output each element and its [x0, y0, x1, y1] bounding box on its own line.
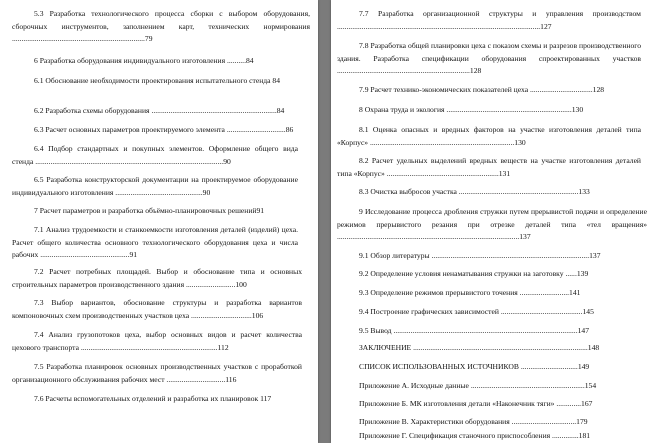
toc-entry-page: 84 [272, 76, 280, 85]
toc-entry-page: 116 [225, 374, 237, 384]
toc-entry[interactable] [359, 287, 641, 300]
toc-entry-dots: ............................................... [38, 250, 130, 259]
toc-entry-text: 9.2 Определение условия ненаматывания стружки на заготовку [359, 269, 564, 278]
toc-entry-page: 154 [584, 381, 597, 390]
toc-entry-dots: .................................. [509, 417, 577, 426]
toc-entry-text: 9 Исследование процесса дробления стружки путем прерывистой подачи и определение режимов прерывистого резания при отрезке деталей типа «тел вращения» [337, 207, 647, 229]
toc-entry-dots: ................................. [528, 85, 593, 94]
toc-entry-page: 133 [578, 187, 590, 196]
toc-entry-text: 7.6 Расчеты вспомогательных отделений и разработка их планировок [34, 394, 259, 403]
toc-entry[interactable] [12, 266, 302, 291]
toc-entry-dots: ................................................................................... [429, 251, 590, 260]
toc-entry[interactable] [337, 206, 647, 244]
toc-entry-text: 7.1 Анализ трудоемкости и станкоемкости изготовления деталей (изделий) цеха. Расчет общего количества основного технологического оборудования цеха и числа рабочих [12, 225, 298, 259]
toc-entry-text: 9.5 Вывод [359, 326, 392, 335]
toc-entry-page: 106 [251, 310, 264, 320]
toc-entry[interactable] [359, 186, 641, 199]
toc-entry[interactable] [12, 393, 302, 406]
toc-entry-page: 130 [514, 137, 526, 147]
toc-entry[interactable] [359, 430, 641, 443]
document-page-left [0, 0, 318, 443]
toc-entry-page: 141 [569, 288, 581, 297]
toc-entry-dots: ................................................................................................ [337, 232, 520, 241]
toc-entry-page: 79 [144, 34, 153, 43]
toc-entry-page: 148 [587, 343, 600, 352]
toc-entry-dots: ........................................................................................................... [337, 21, 541, 31]
toc-entry-page: 181 [578, 431, 591, 440]
toc-entry-text: 7.4 Анализ грузопотоков цеха, выбор основных видов и расчет количества цехового транспорта [12, 330, 302, 352]
toc-entry-text: Приложение В. Характеристики оборудования [359, 417, 510, 426]
toc-entry-text: 6.4 Подбор стандартных и покупных элементов. Оформление общего вида стенда [12, 144, 298, 166]
toc-entry-text: 8 Охрана труда и экология [359, 105, 445, 114]
toc-entry[interactable] [359, 268, 641, 281]
toc-entry[interactable] [12, 143, 298, 168]
toc-entry-dots: .................................................................. [149, 106, 277, 115]
toc-entry-dots: ........................................................... [384, 168, 499, 178]
toc-entry-dots: ............................... [224, 125, 286, 134]
toc-entry-page: 137 [519, 232, 531, 241]
toc-entry-page: 117 [260, 394, 272, 403]
toc-entry[interactable] [34, 105, 298, 118]
toc-entry[interactable] [359, 84, 641, 97]
toc-entry[interactable] [12, 8, 310, 46]
toc-entry[interactable] [337, 124, 641, 149]
toc-entry-dots: ............................... [164, 374, 226, 384]
toc-entry-page: 84 [245, 56, 254, 65]
toc-entry-text: 6 Разработка оборудования индивидуального изготовления [34, 56, 226, 65]
toc-entry[interactable] [337, 40, 641, 78]
toc-entry-dots: ................................................................................................... [33, 156, 224, 166]
toc-entry-page: 128 [592, 85, 605, 94]
toc-entry-text: 9.4 Построение графических зависимостей [359, 307, 499, 316]
toc-entry-dots: .......... [225, 56, 246, 65]
toc-entry-page: 86 [285, 125, 294, 134]
toc-entry[interactable] [359, 398, 641, 411]
toc-entry-text: 7.2 Расчет потребных площадей. Выбор и обоснование типа и основных строительных параметров производственного здания [12, 267, 302, 289]
toc-entry-page: 128 [469, 66, 482, 75]
toc-entry-dots: ...................................................................... [337, 66, 470, 75]
toc-entry-text: Приложение А. Исходные данные [359, 381, 469, 390]
toc-entry-dots: .................................................................. [444, 105, 572, 114]
toc-entry-dots: ........................................................................ [78, 342, 218, 352]
toc-entry-page: 84 [276, 106, 285, 115]
toc-entry[interactable] [12, 75, 298, 88]
toc-entry[interactable] [359, 380, 641, 393]
toc-entry-text: 7.7 Разработка организационной структуры и управления производством [359, 9, 641, 18]
toc-entry-dots: ...................................................................... [12, 34, 145, 43]
toc-entry-text: 8.2 Расчет удельных выделений вредных веществ на участке изготовления деталей типа «Корпус» [337, 156, 641, 178]
toc-entry-dots: ............................................................................ [368, 137, 515, 147]
toc-entry-text: 7 Расчет параметров и разработка объёмно-планировочных решений [34, 206, 257, 215]
toc-entry-dots: ...... [563, 269, 577, 278]
toc-entry-dots: ................................ [189, 310, 252, 320]
toc-entry-page: 149 [577, 362, 590, 371]
toc-entry[interactable] [359, 306, 641, 319]
toc-entry-text: Приложение Г. Спецификация станочного приспособления [359, 431, 551, 440]
toc-entry[interactable] [12, 361, 302, 386]
toc-entry[interactable] [359, 250, 641, 263]
toc-entry-text: 7.5 Разработка планировок основных производственных участков с проработкой организационного обслуживания рабочих мест [12, 362, 302, 384]
toc-entry[interactable] [337, 8, 641, 33]
toc-entry-text: 8.3 Очистка выбросов участка [359, 187, 457, 196]
toc-entry-text: 9.1 Обзор литературы [359, 251, 430, 260]
toc-entry-dots: ................................................................................................. [391, 326, 578, 335]
toc-entry-page: 90 [223, 156, 231, 166]
toc-entry-text: 9.3 Определение режимов прерывистого точения [359, 288, 518, 297]
toc-entry[interactable] [12, 329, 302, 354]
toc-entry-text: 6.2 Разработка схемы оборудования [34, 106, 150, 115]
toc-entry-dots: .......................... [184, 279, 236, 289]
toc-entry[interactable] [359, 342, 641, 355]
toc-entry[interactable] [34, 55, 310, 68]
toc-entry[interactable] [34, 205, 310, 218]
toc-entry-dots: .............. [550, 431, 579, 440]
toc-entry-page: 130 [571, 105, 584, 114]
toc-entry-page: 91 [256, 206, 265, 215]
toc-entry-page: 139 [576, 269, 589, 278]
toc-entry-page: 179 [576, 417, 588, 426]
toc-entry-dots: .......................... [517, 288, 570, 297]
toc-entry[interactable] [12, 224, 298, 262]
toc-entry[interactable] [359, 104, 641, 117]
toc-entry-page: 100 [235, 279, 247, 289]
toc-entry-text: 7.3 Выбор вариантов, обоснование структуры и разработка вариантов компоновочных схем производственных участков цеха [12, 298, 302, 320]
toc-entry-dots: ............................................................ [468, 381, 585, 390]
toc-entry-page: 127 [540, 21, 552, 31]
document-page-right [331, 0, 666, 443]
toc-entry-dots: ............. [554, 399, 582, 408]
toc-entry-page: 147 [577, 326, 589, 335]
toc-entry-page: 112 [217, 342, 229, 352]
toc-entry-text: 8.1 Оценка опасных и вредных факторов на участке изготовления деталей типа «Корпус» [337, 125, 641, 147]
toc-entry-dots: ............................................................... [456, 187, 579, 196]
toc-entry-text: 5.3 Разработка технологического процесса сборки с выбором оборудования, сборочных инструментов, заполнением карт, технических нормирования [12, 9, 310, 31]
toc-entry-page: 145 [582, 307, 594, 316]
toc-entry[interactable] [12, 297, 302, 322]
toc-entry-text: 7.9 Расчет технико-экономических показателей цеха [359, 85, 529, 94]
toc-entry-text: ЗАКЛЮЧЕНИЕ [359, 343, 412, 352]
toc-entry-page: 137 [589, 251, 601, 260]
toc-entry[interactable] [34, 124, 298, 137]
toc-entry-page: 167 [581, 399, 593, 408]
toc-entry-text: Приложение Б. МК изготовления детали «Наконечник тяги» [359, 399, 555, 408]
toc-entry-dots: .............................. [518, 362, 578, 371]
toc-entry-dots: ........................................... [498, 307, 583, 316]
toc-entry-text: 6.3 Расчет основных параметров проектируемого элемента [34, 125, 225, 134]
toc-entry[interactable] [337, 155, 641, 180]
toc-entry-page: 91 [129, 250, 138, 259]
toc-entry-text: СПИСОК ИСПОЛЬЗОВАННЫХ ИСТОЧНИКОВ [359, 362, 519, 371]
toc-entry-page: 131 [498, 168, 511, 178]
toc-entry[interactable] [359, 361, 641, 374]
toc-entry-text: 7.8 Разработка общей планировки цеха с показом схемы и разрезов производственного здания. Разработка спецификации оборудования спроектированных участков [337, 41, 641, 63]
toc-entry[interactable] [359, 325, 641, 338]
toc-entry[interactable] [359, 416, 641, 429]
toc-entry-dots: ............................................................................................ [411, 343, 588, 352]
toc-entry-dots: .............................................. [113, 187, 203, 197]
toc-entry-text: 6.1 Обоснование необходимости проектирования испытательного стенда [34, 76, 271, 85]
toc-entry-page: 90 [202, 187, 211, 197]
toc-entry-text: 6.5 Разработка конструкторской документации на проектируемое оборудование индивидуального изготовления [12, 175, 298, 197]
toc-entry[interactable] [12, 174, 298, 199]
